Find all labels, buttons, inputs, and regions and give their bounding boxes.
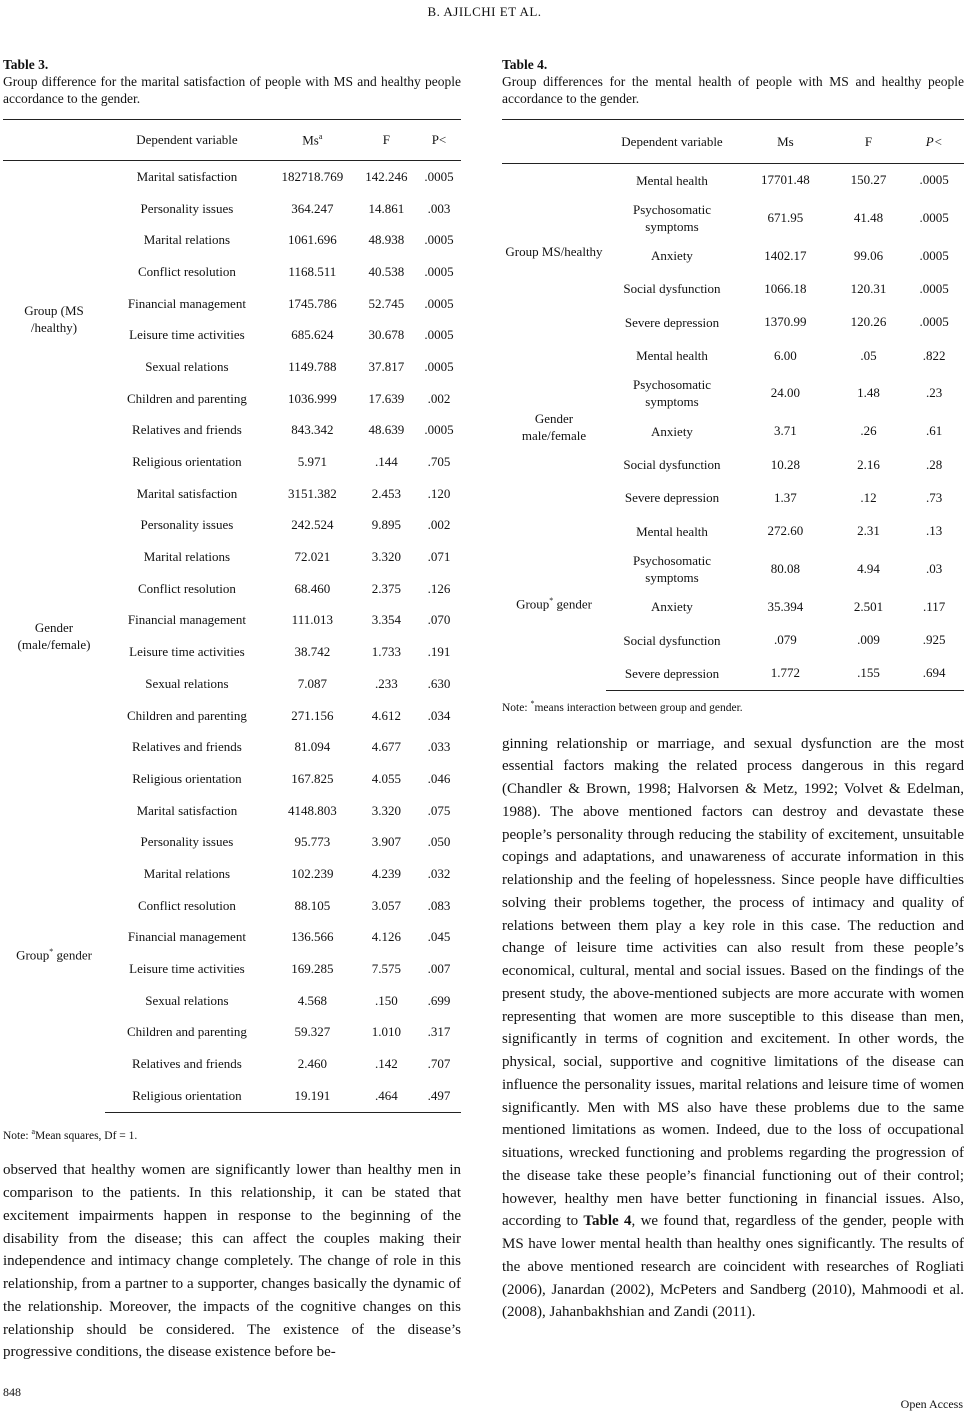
table3-p-cell: .699 [427,992,451,1008]
table3-dv-cell: Personality issues [140,517,234,533]
table3 [3,119,461,1113]
table4-f-cell: .12 [860,489,877,505]
table3-f-cell: .142 [375,1056,398,1072]
table4-group-label: Group* gender [516,596,592,612]
table3-ms-cell: 111.013 [291,612,333,628]
table3-dv-cell: Relatives and friends [132,739,242,755]
table4-f-cell: .009 [857,632,880,648]
table3-ms-cell: 59.327 [294,1024,331,1040]
table3-ms-cell: 136.566 [291,929,334,945]
table3-ms-cell: 242.524 [291,517,334,533]
table3-p-cell: .050 [427,834,451,850]
table4-p-cell: .0005 [919,314,949,330]
table3-f-cell: 3.907 [371,834,402,850]
table3-dv-cell: Sexual relations [145,992,229,1008]
table3-p-cell: .007 [427,961,451,977]
table3-dv-cell: Marital satisfaction [136,168,238,184]
table3-p-cell: .497 [417,1080,461,1112]
table3-f-cell: .233 [375,675,398,691]
table3-f-cell: 1.010 [371,1024,402,1040]
page-number: 848 [3,1385,21,1399]
table4-header-ms: Ms [738,120,833,164]
table3-ms-cell: 102.239 [291,865,334,881]
table4-f-cell: .05 [860,347,877,363]
table3-f-cell: 9.895 [371,517,402,533]
table3-ms-cell: 685.624 [291,327,334,343]
table3-ms-cell: 1149.788 [288,358,337,374]
table4-ms-cell: 6.00 [774,347,797,363]
table3-f-cell: 30.678 [368,327,405,343]
table4-dv-cell: Psychosomatic symptoms [633,377,711,410]
table4-dv-cell: Social dysfunction [623,632,721,648]
table3-ms-cell: 95.773 [294,834,331,850]
table4-ms-cell: 1.37 [774,489,797,505]
table3-f-cell: 3.320 [371,549,402,565]
table3-dv-cell: Relatives and friends [132,1056,242,1072]
table3-f-cell: 37.817 [368,358,405,374]
table3-p-cell: .070 [427,612,451,628]
table4-header-f: F [833,120,904,164]
table3-f-cell: 4.126 [371,929,402,945]
table3-ms-cell: 4148.803 [287,802,337,818]
table3-p-cell: .0005 [424,295,454,311]
table4-dv-cell: Social dysfunction [623,457,721,473]
table4-row [502,164,964,197]
table3-dv-cell: Conflict resolution [137,263,236,279]
table4-dv-cell: Anxiety [651,248,693,264]
table3-f-cell: 142.246 [365,168,408,184]
table3-f-cell: 2.453 [371,485,402,501]
table3-f-cell: 40.538 [368,263,405,279]
table3-ms-cell: 88.105 [294,897,331,913]
table3-ms-cell: 364.247 [291,200,334,216]
table3-row [3,478,461,510]
table3-p-cell: .0005 [424,168,454,184]
table4-header-dv: Dependent variable [606,120,738,164]
table3-p-cell: .071 [427,549,451,565]
table3-f-cell: 2.375 [371,580,402,596]
table4-f-cell: .155 [833,657,904,690]
table4-ms-cell: 1.772 [738,657,833,690]
table4-ms-cell: 17701.48 [761,172,810,188]
table3-ms-cell: 19.191 [269,1080,356,1112]
table4-p-cell: .0005 [919,247,949,263]
table3-f-cell: .150 [375,992,398,1008]
table3-ms-cell: 1061.696 [287,232,337,248]
table4-f-cell: 99.06 [853,247,884,263]
table4-f-cell: 4.94 [857,561,880,577]
table4-title: Table 4. [502,57,548,72]
table3-p-cell: .705 [427,454,451,470]
table3-dv-cell: Conflict resolution [137,580,236,596]
table4-dv-cell: Severe depression [606,657,738,690]
table3-title: Table 3. [3,57,49,72]
table4-note: Note: *means interaction between group and gender. [502,698,743,714]
table3-group-label: Group (MS /healthy) [24,303,84,336]
table4-ms-cell: 1370.99 [764,314,807,330]
table3-dv-cell: Financial management [127,612,246,628]
table4-p-cell: .0005 [919,172,949,188]
table3-group-label: Group* gender [16,947,92,963]
table3-dv-cell: Marital relations [143,232,231,248]
table3-p-cell: .045 [427,929,451,945]
table3-dv-cell: Children and parenting [126,707,247,723]
table3-header-row [3,120,461,161]
table3-ms-cell: 72.021 [294,549,331,565]
table3-dv-cell: Sexual relations [145,358,229,374]
table3-ms-cell: 271.156 [291,707,334,723]
table3-f-cell: 3.320 [371,802,402,818]
table3-f-cell: 4.612 [371,707,402,723]
table4-p-cell: .822 [922,347,946,363]
table3-p-cell: .032 [427,865,451,881]
table3-dv-cell: Conflict resolution [137,897,236,913]
table3-p-cell: .630 [427,675,451,691]
table4-f-cell: 2.501 [853,598,884,614]
table4-dv-cell: Psychosomatic symptoms [633,553,711,586]
table4-group-label: Gender male/female [521,410,587,443]
table4-ms-cell: .079 [774,632,797,648]
table3-ms-cell: 3151.382 [287,485,337,501]
table4-ms-cell: 272.60 [767,523,804,539]
table3-p-cell: .191 [427,644,451,660]
table3-ms-cell: 7.087 [297,675,327,691]
table4-p-cell: .694 [904,657,964,690]
table4-ms-cell: 35.394 [767,598,804,614]
table4-caption: Group differences for the mental health of people with MS and healthy people accordance to the gender. [502,74,964,106]
table3-ms-cell: 4.568 [297,992,327,1008]
table4-dv-cell: Mental health [636,348,708,364]
table3-f-cell: 48.639 [368,422,405,438]
table3-dv-cell: Financial management [127,295,246,311]
table3-ms-cell: 5.971 [297,454,327,470]
table3-f-cell: 14.861 [368,200,405,216]
table4-p-cell: .61 [925,423,943,439]
table4-p-cell: .23 [925,385,943,401]
table3-p-cell: .002 [427,517,451,533]
table3-f-cell: 3.057 [371,897,402,913]
table3-p-cell: .075 [427,802,451,818]
table4-ms-cell: 10.28 [770,456,801,472]
table4-p-cell: .117 [922,598,946,614]
table3-f-cell: 7.575 [371,961,402,977]
table4-f-cell: 2.16 [857,456,880,472]
table3-dv-cell: Marital satisfaction [136,485,238,501]
table3-ms-cell: 167.825 [291,770,334,786]
table4-p-cell: .925 [922,632,946,648]
table4-dv-cell: Anxiety [651,423,693,439]
table3-p-cell: .126 [427,580,451,596]
table3-dv-cell: Children and parenting [126,1024,247,1040]
table3-dv-cell: Marital satisfaction [136,802,238,818]
table3-dv-cell: Personality issues [140,834,234,850]
table3-note: Note: $^a$Mean squares, Df = 1. [3,1126,138,1142]
table4-ms-cell: 80.08 [770,561,801,577]
left-column [3,56,461,1364]
table3-row [3,161,461,193]
table3-dv-cell: Leisure time activities [129,644,245,660]
table3-p-cell: .0005 [424,422,454,438]
table3-dv-cell: Relatives and friends [132,422,242,438]
table4-p-cell: .28 [925,456,943,472]
table3-p-cell: .0005 [424,263,454,279]
table3-f-cell: 4.055 [371,770,402,786]
table3-dv-cell: Religious orientation [132,770,242,786]
table4-dv-cell: Mental health [636,172,708,188]
table3-p-cell: .034 [427,707,451,723]
table4-ms-cell: 671.95 [767,209,804,225]
table4-ms-cell: 24.00 [770,385,801,401]
table3-row [3,795,461,827]
right-column [502,56,964,1324]
table4-ms-cell: 1066.18 [764,280,807,296]
table3-dv-cell: Leisure time activities [129,961,245,977]
table4-reference: Table 4 [583,1213,632,1230]
table3-p-cell: .003 [427,200,451,216]
table3-dv-cell: Financial management [127,929,246,945]
table3-p-cell: .0005 [424,232,454,248]
table3-dv-cell: Leisure time activities [129,327,245,343]
table3-ms-cell: 1168.511 [288,263,337,279]
table3-ms-cell: 843.342 [291,422,334,438]
table3-p-cell: .046 [427,770,451,786]
table3-p-cell: .002 [427,390,451,406]
table4-dv-cell: Anxiety [651,599,693,615]
table3-ms-cell: 1745.786 [287,295,337,311]
table3-caption: Group difference for the marital satisfaction of people with MS and healthy people accordance to the gender. [3,74,461,106]
table3-dv-cell: Religious orientation [132,454,242,470]
table3-f-cell: 4.677 [371,739,402,755]
table4-dv-cell: Psychosomatic symptoms [633,201,711,234]
table3-p-cell: .707 [427,1056,451,1072]
table4-p-cell: .0005 [919,209,949,225]
table3-ms-cell: 38.742 [294,644,331,660]
table4-row [502,515,964,548]
table4-row [502,339,964,372]
table4-dv-cell: Social dysfunction [623,281,721,297]
table4-dv-cell: Severe depression [624,490,720,506]
table3-dv-cell: Personality issues [140,200,234,216]
table4-f-cell: .26 [860,423,877,439]
table3-header-group [3,120,105,161]
table4-f-cell: 120.26 [850,314,887,330]
table3-p-cell: .0005 [424,358,454,374]
left-body-text: observed that healthy women are significantly lower than healthy men in comparison to the patients. In this relationship, it can be stated that excitement impairments happen in response to the beginning of the disability from the disease; this can affect the couples making their independence and intimacy change completely. The change of role in this relationship, from a partner to a supporter, changes basically the dynamic of the relationship. Moreover, the impacts of the cognitive changes on this relationship should be considered. The existence of the disease’s progressive conditions, the disease existence before be- [3,1162,461,1361]
table4-p-cell: .13 [925,523,943,539]
table3-ms-cell: 68.460 [294,580,331,596]
table3-group-label: Gender (male/female) [17,620,91,653]
table3-dv-cell: Marital relations [143,549,231,565]
table4-f-cell: 1.48 [857,385,880,401]
table3-p-cell: .083 [427,897,451,913]
table4-f-cell: 150.27 [850,172,887,188]
running-head: B. AJILCHI ET AL. [427,4,542,19]
table3-ms-cell: 182718.769 [281,168,344,184]
table4-p-cell: .73 [925,489,943,505]
table3-p-cell: .0005 [424,327,454,343]
open-access-label: Open Access [900,1397,963,1411]
table3-f-cell: 48.938 [368,232,405,248]
table3-ms-cell: 81.094 [294,739,331,755]
table4-ms-cell: 3.71 [774,423,797,439]
table3-header-dv: Dependent variable [105,120,269,161]
table3-f-cell: 17.639 [368,390,405,406]
table4-f-cell: 41.48 [853,209,884,225]
table3-dv-cell: Children and parenting [126,390,247,406]
table3-dv-cell: Sexual relations [145,675,229,691]
table3-f-cell: 52.745 [368,295,405,311]
table3-f-cell: 3.354 [371,612,402,628]
table4-header-group [502,120,606,164]
table3-p-cell: .033 [427,739,451,755]
table3-ms-cell: 1036.999 [287,390,337,406]
table3-ms-cell: 2.460 [297,1056,327,1072]
table4-group-label: Group MS/healthy [505,244,603,260]
table3-dv-cell: Religious orientation [105,1080,269,1112]
table4-p-cell: .03 [925,561,943,577]
table3-header-ms: Ms$^a$ [269,120,356,161]
table4-dv-cell: Severe depression [624,314,720,330]
table3-f-cell: 4.239 [371,865,402,881]
table4-header-p: P< [904,120,964,164]
table3-f-cell: .144 [375,454,398,470]
table3-header-f: F [356,120,417,161]
table4-ms-cell: 1402.17 [764,247,807,263]
table4-header-row [502,120,964,164]
table3-header-p: P< [417,120,461,161]
table4-f-cell: 120.31 [850,280,887,296]
table4-f-cell: 2.31 [857,523,880,539]
table4-dv-cell: Mental health [636,523,708,539]
table3-f-cell: .464 [356,1080,417,1112]
table4-p-cell: .0005 [919,280,949,296]
table3-p-cell: .317 [427,1024,451,1040]
table3-dv-cell: Marital relations [143,865,231,881]
right-body-text: ginning relationship or marriage, and sexual dysfunction are the most essential factors making the related process dangerous in this regard (Chandler & Brown, 1998; Halvorsen & Metz, 1992; Volvet & Edelman, 1988). The above mentioned factors can destroy and devastate these people’s personality through reducing the stability of excitement, unsuitable copings and adaptations, and unawareness of accurate information in this relationship and the feeling of hopelessness. Since people have difficulties solving their problems together, the process of intimacy and quality of relations between them play a key role in this case. The reduction and change of leisure time activities can also result from these people’s economical, cultural, mental and social issues. Based on the findings of the present study, the above-mentioned subjects are more accurate with women representing that women are more susceptible to this disease than men, significantly in terms of cognition and excitement. In other words, the physical, social, supportive and cognitive limitations of the disease can influence the personality issues, marital relations and leisure time of women significantly. Men with MS also have these problems due to the same mentioned limitations as women. Indeed, due to the loss of occupational situations, wrecked functioning and problems regarding the progression of the disease take these people’s financial functioning out of their control; however, healthy men have better functioning in financial issues. Also, according to Table 4, we found that, regardless of the gender, people with MS have lower mental health than healthy ones significantly. The results of the above mentioned research are coincident with researches of Rogliati (2006), Janardan (2002), McPeters and Sandberg (2010), Mahmoodi et al. (2008), Jahanbakhshian and Zandi (2011). [502,735,964,1321]
table3-ms-cell: 169.285 [291,961,334,977]
table3-f-cell: 1.733 [371,644,402,660]
table3-p-cell: .120 [427,485,451,501]
table4 [502,119,964,691]
